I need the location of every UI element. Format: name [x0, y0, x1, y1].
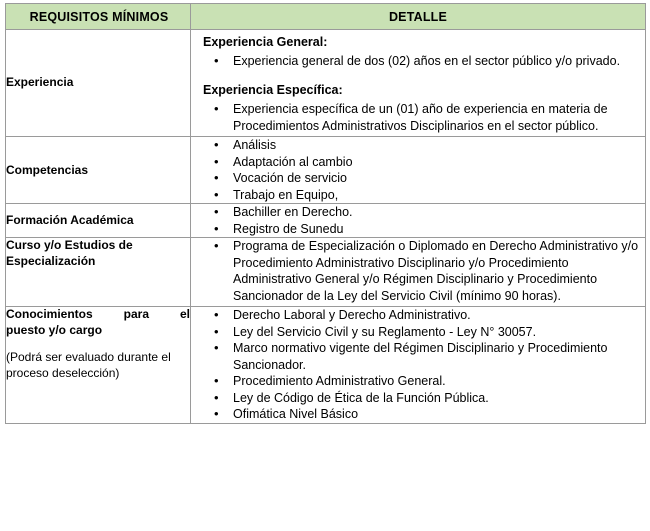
list-item: • Ofimática Nivel Básico: [191, 406, 645, 423]
list-item: • Experiencia específica de un (01) año de experiencia en materia de Procedimientos Administrativos Disciplinarios en el sector público.: [191, 101, 645, 134]
list-item: • Trabajo en Equipo,: [191, 187, 645, 204]
column-header-detalle: DETALLE: [191, 4, 646, 30]
row-label-conocimientos-line2: puesto y/o cargo: [6, 322, 103, 337]
column-header-requisitos-minimos: REQUISITOS MÍNIMOS: [6, 4, 191, 30]
table-row-experiencia: [6, 30, 646, 137]
bullet-list-formacion-academica: [191, 204, 645, 237]
row-detail-experiencia-cell: [191, 30, 646, 137]
row-detail-formacion-academica-cell: [191, 204, 646, 238]
row-label-conocimientos: [6, 307, 190, 338]
list-item: • Experiencia general de dos (02) años en el sector público y/o privado.: [191, 53, 645, 70]
bullet-list-curso-especializacion: [191, 238, 645, 304]
subheading-experiencia-general: Experiencia General:: [203, 35, 328, 49]
row-label-conocimientos-note: (Podrá ser evaluado durante el proceso deselección): [6, 349, 171, 380]
list-item: • Marco normativo vigente del Régimen Disciplinario y Procedimiento Sancionador.: [191, 340, 645, 373]
table-header: [6, 4, 646, 30]
row-detail-competencias-cell: [191, 137, 646, 204]
row-label-formacion-academica-cell: [6, 204, 191, 238]
bullet-list-competencias: [191, 137, 645, 203]
row-label-experiencia: Experiencia: [6, 75, 74, 90]
row-label-competencias: Competencias: [6, 162, 89, 177]
row-label-experiencia-cell: [6, 30, 191, 137]
list-item: • Análisis: [191, 137, 645, 154]
minimum-requirements-table: [5, 3, 646, 424]
list-item: • Ley del Servicio Civil y su Reglamento - Ley N° 30057.: [191, 324, 645, 341]
table-header-row: [6, 4, 646, 30]
row-detail-conocimientos-cell: [191, 307, 646, 424]
list-item: • Bachiller en Derecho.: [191, 204, 645, 221]
table-row-formacion-academica: [6, 204, 646, 238]
row-label-conocimientos-cell: [6, 307, 191, 424]
row-label-conocimientos-line1: Conocimientos para el: [6, 307, 190, 322]
table-body: [6, 30, 646, 424]
list-item: • Programa de Especialización o Diplomado en Derecho Administrativo y/o Procedimiento Administrativo Disciplinario y/o Procedimiento Administrativo General y/o Régimen Disciplinario y Procedimiento Sancionador de la Ley del Servicio Civil (mínimo 90 horas).: [191, 238, 645, 304]
row-label-formacion-academica: Formación Académica: [6, 213, 134, 228]
bullet-list-experiencia-general: [191, 53, 645, 70]
list-item: • Registro de Sunedu: [191, 221, 645, 238]
subheading-experiencia-especifica: Experiencia Específica:: [203, 83, 343, 98]
list-item: • Adaptación al cambio: [191, 154, 645, 171]
row-detail-curso-especializacion-cell: [191, 238, 646, 307]
table-row-curso-especializacion: [6, 238, 646, 307]
bullet-list-experiencia-especifica: [191, 101, 645, 134]
table-row-competencias: [6, 137, 646, 204]
section-spacer: [191, 71, 645, 78]
table-row-conocimientos: [6, 307, 646, 424]
list-item: • Derecho Laboral y Derecho Administrativo.: [191, 307, 645, 324]
row-label-curso-especializacion: Curso y/o Estudios de Especialización: [6, 238, 133, 268]
list-item: • Ley de Código de Ética de la Función Pública.: [191, 390, 645, 407]
row-label-curso-especializacion-cell: [6, 238, 191, 307]
list-item: • Vocación de servicio: [191, 170, 645, 187]
bullet-list-conocimientos: [191, 307, 645, 423]
list-item: • Procedimiento Administrativo General.: [191, 373, 645, 390]
row-label-competencias-cell: [6, 137, 191, 204]
